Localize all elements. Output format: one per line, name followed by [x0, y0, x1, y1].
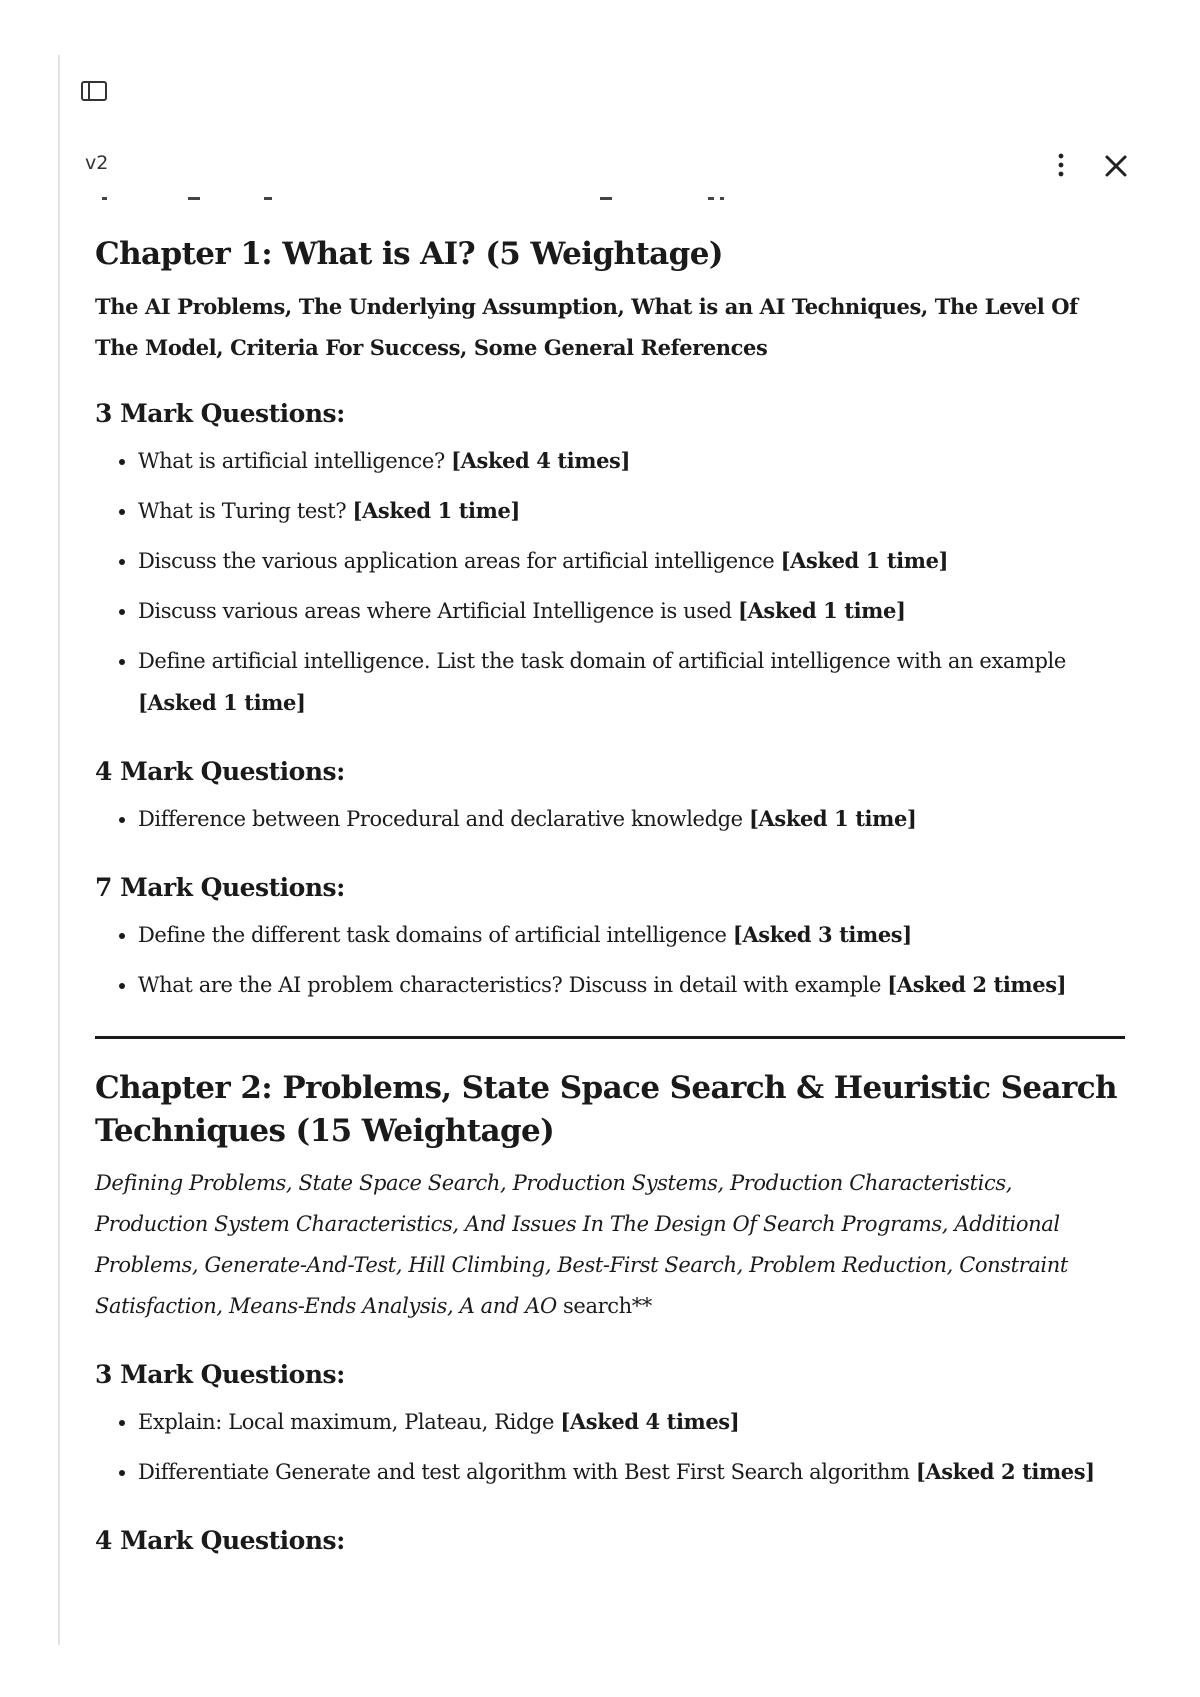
chapter-topics-text: Defining Problems, State Space Search, Production Systems, Production Characteristics, Production System Characteristics, And Issues In The Design Of Search Programs, Additional Problems, Generate-And-Test, Hill Climbing, Best-First Search, Problem Reduction, Constraint Satisfaction, Means-Ends Analysis, A and AO — [95, 1171, 1068, 1318]
question-item — [138, 440, 1125, 482]
question-text: Discuss various areas where Artificial Intelligence is used — [138, 599, 732, 623]
chapter-list — [95, 233, 1125, 1559]
chapter-title: Chapter 1: What is AI? (5 Weightage) — [95, 236, 723, 272]
chapter-divider — [95, 1036, 1125, 1039]
question-list — [95, 440, 1125, 724]
question-text: Explain: Local maximum, Plateau, Ridge — [138, 1410, 555, 1434]
asked-count: [Asked 1 time] — [748, 806, 917, 831]
chapter-topics — [95, 1163, 1125, 1327]
question-item — [138, 540, 1125, 582]
question-list — [95, 798, 1125, 840]
mark-section-heading: 7 Mark Questions: — [95, 873, 345, 902]
question-item — [138, 490, 1125, 532]
question-text: Define artificial intelligence. List the task domain of artificial intelligence with an example — [138, 649, 1066, 673]
question-text: What is Turing test? — [138, 499, 347, 523]
asked-count: [Asked 2 times] — [887, 972, 1067, 997]
chapter-title: Chapter 2: Problems, State Space Search & Heuristic Search Techniques (15 Weightage) — [95, 1070, 1117, 1149]
question-item — [138, 1451, 1125, 1493]
chapter-topics-suffix: search** — [556, 1294, 652, 1318]
question-text: Differentiate Generate and test algorithm with Best First Search algorithm — [138, 1460, 910, 1484]
question-item — [138, 964, 1125, 1006]
sidebar-toggle-icon[interactable] — [80, 79, 108, 103]
question-text: Discuss the various application areas for artificial intelligence — [138, 549, 775, 573]
question-list — [95, 914, 1125, 1006]
asked-count: [Asked 4 times] — [560, 1409, 740, 1434]
asked-count: [Asked 1 time] — [738, 598, 906, 623]
question-item — [138, 914, 1125, 956]
mark-section-heading: 4 Mark Questions: — [95, 757, 345, 786]
scrolled-text-fragment — [96, 197, 736, 203]
question-text: Difference between Procedural and declarative knowledge — [138, 807, 743, 831]
asked-count: [Asked 3 times] — [732, 922, 912, 947]
question-item — [138, 590, 1125, 632]
asked-count: [Asked 4 times] — [451, 448, 630, 473]
panel-left-border — [58, 55, 60, 1645]
asked-count: [Asked 1 time] — [780, 548, 949, 573]
question-item — [138, 640, 1125, 724]
question-item — [138, 1401, 1125, 1443]
mark-section-heading: 4 Mark Questions: — [95, 1526, 345, 1555]
close-icon[interactable] — [1102, 152, 1130, 180]
question-text: Define the different task domains of artificial intelligence — [138, 923, 727, 947]
question-list — [95, 1401, 1125, 1493]
asked-count: [Asked 2 times] — [915, 1459, 1095, 1484]
mark-section-heading: 3 Mark Questions: — [95, 1360, 345, 1389]
question-item — [138, 798, 1125, 840]
asked-count: [Asked 1 time] — [352, 498, 520, 523]
asked-count: [Asked 1 time] — [138, 690, 306, 715]
chapter-topics: The AI Problems, The Underlying Assumption, What is an AI Techniques, The Level Of The Model, Criteria For Success, Some General References — [95, 294, 1078, 360]
mark-section-heading: 3 Mark Questions: — [95, 399, 345, 428]
more-vertical-icon[interactable] — [1050, 150, 1072, 180]
version-label: v2 — [85, 152, 109, 174]
document-content — [95, 233, 1125, 1567]
question-text: What are the AI problem characteristics? Discuss in detail with example — [138, 973, 881, 997]
question-text: What is artificial intelligence? — [138, 449, 445, 473]
